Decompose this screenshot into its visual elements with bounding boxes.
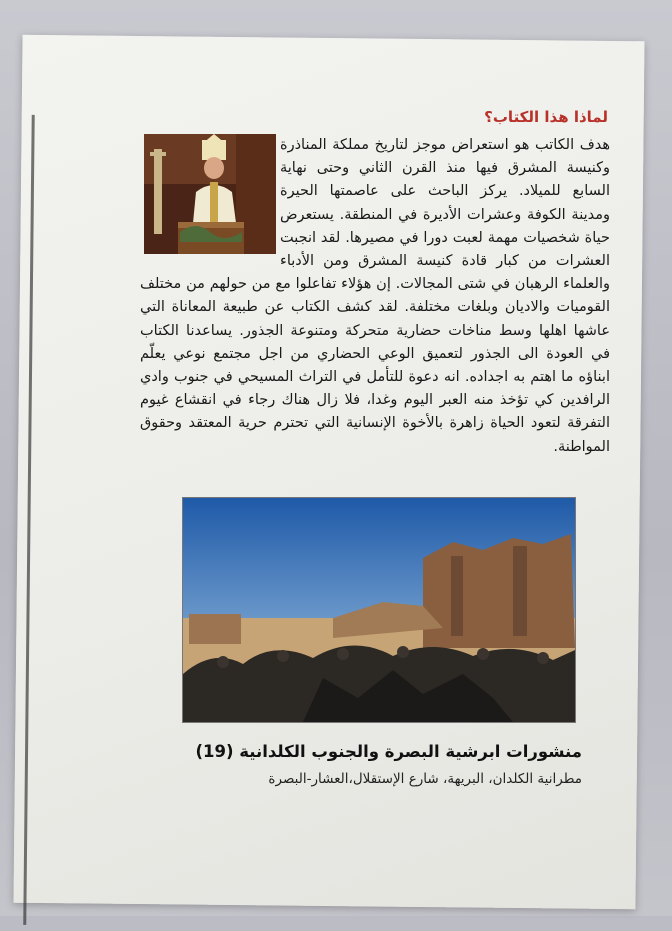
photo-wrap-space [140,134,280,262]
cover-edge-shadow [23,115,34,925]
ruins-gathering-photo [182,497,576,723]
publisher-title: منشورات ابرشية البصرة والجنوب الكلدانية (19) [195,742,582,761]
section-heading: لماذا هذا الكتاب؟ [484,108,608,126]
publisher-address: مطرانية الكلدان، البريهة، شارع الإستقلال،العشار-البصرة [268,771,582,787]
description-paragraph: هدف الكاتب هو استعراض موجز لتاريخ مملكة المناذرة وكنيسة المشرق فيها منذ القرن الثاني وحتى نهاية السابع للميلاد. يركز الباحث على عاصمتها الحيرة ومدينة الكوفة وعشرات الأديرة في المنطقة. يستعرض حياة شخصيات مهمة لعبت دورا في مصيرها. لقد انجبت العشرات من كبار قادة كنيسة المشرق ومن الأدباء والعلماء الرهبان في شتى المجالات. إن هؤلاء تفاعلوا مع من حولهم من مختلف القوميات والاديان وبلغات مختلفة. لقد كشف الكتاب عن طبيعة المعاناة التي عاشها اهلها وسط مناخات حضارية متحركة ومتنوعة الجذور. يساعدنا الكتاب في العودة الى الجذور لتعميق الوعي الحضاري من اجل مجتمع نوعي يعلّم ابناؤه ما اهتم به اجداده. انه دعوة للتأمل في التراث المسيحي في جنوب وادي الرافدين كي تؤخذ منه العبر اليوم وغدا، فلا زال هناك رجاء في انقشاع غيوم التفرقة لتعود الحياة زاهرة بالأخوة الإنسانية التي تحترم حرية المعتقد وحقوق المواطنة. [140,137,610,455]
description-text [140,134,610,459]
